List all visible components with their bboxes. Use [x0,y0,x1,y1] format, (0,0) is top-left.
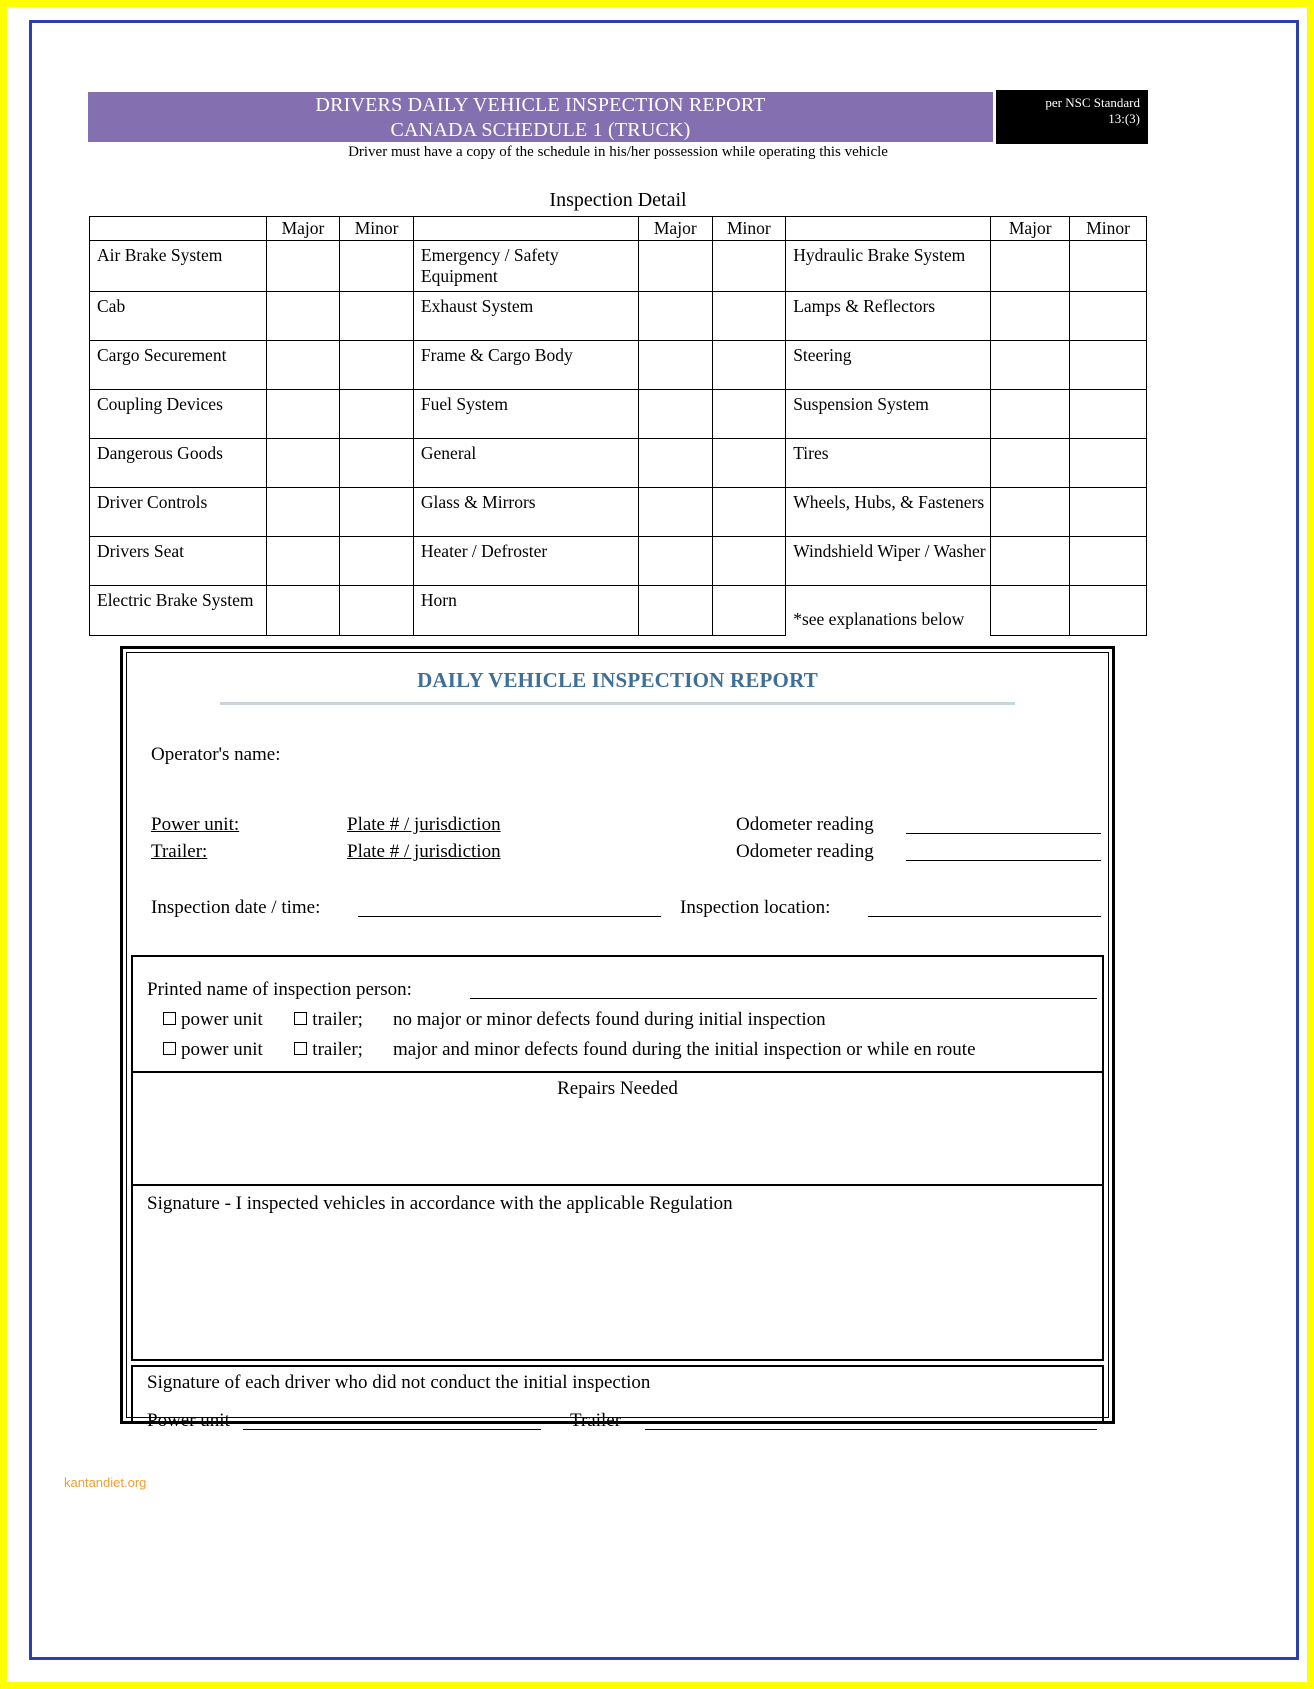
trailer-odometer-label: Odometer reading [736,841,874,862]
document-header [88,92,1148,142]
power-unit-checkbox[interactable] [163,1012,176,1025]
major-checkbox-cell[interactable] [266,586,340,636]
other-drivers-label: Signature of each driver who did not conduct the initial inspection [147,1372,651,1393]
item-label: Cab [90,292,267,341]
repairs-needed-label: Repairs Needed [557,1078,678,1099]
table-row [90,390,1147,439]
identification-section [131,655,1104,955]
item-label: Drivers Seat [90,537,267,586]
item-label: Driver Controls [90,488,267,537]
defect-statement: major and minor defects found during the initial inspection or while en route [393,1039,976,1060]
header-major-3: Major [991,217,1070,241]
major-checkbox-cell[interactable] [638,586,712,636]
major-checkbox-cell[interactable] [991,488,1070,537]
major-checkbox-cell[interactable] [638,341,712,390]
empty-cell [1070,586,1147,636]
checkbox-row-no-defects [133,1009,1102,1039]
power-unit-signature-input[interactable] [243,1412,541,1430]
table-row [90,292,1147,341]
operator-name-field[interactable] [151,744,1104,766]
empty-cell [991,586,1070,636]
item-label: Frame & Cargo Body [413,341,638,390]
major-checkbox-cell[interactable] [266,537,340,586]
trailer-signature-input[interactable] [645,1412,1097,1430]
major-checkbox-cell[interactable] [991,341,1070,390]
inspection-datetime-row [131,897,1104,927]
power-unit-signature-label: Power unit [147,1410,230,1431]
power-unit-odometer-label: Odometer reading [736,814,874,835]
inspection-detail-table [89,216,1147,636]
header-minor-3: Minor [1070,217,1147,241]
nsc-badge-line1: per NSC Standard [1045,95,1140,110]
minor-checkbox-cell[interactable] [712,292,786,341]
minor-checkbox-cell[interactable] [1070,390,1147,439]
major-checkbox-cell[interactable] [266,341,340,390]
major-checkbox-cell[interactable] [266,390,340,439]
power-unit-label: Power unit: [151,814,240,835]
major-checkbox-cell[interactable] [266,439,340,488]
minor-checkbox-cell[interactable] [712,341,786,390]
printed-name-input[interactable] [470,981,1097,999]
item-label: Cargo Securement [90,341,267,390]
minor-checkbox-cell[interactable] [340,439,414,488]
table-row [90,537,1147,586]
power-unit-checkbox[interactable] [163,1042,176,1055]
item-label: Heater / Defroster [413,537,638,586]
item-label: Coupling Devices [90,390,267,439]
table-row [90,241,1147,292]
inspection-location-input[interactable] [868,899,1101,917]
item-label: General [413,439,638,488]
explanations-footnote: *see explanations below [793,609,965,629]
minor-checkbox-cell[interactable] [1070,488,1147,537]
trailer-option-label: trailer; [312,1009,363,1030]
major-checkbox-cell[interactable] [991,390,1070,439]
minor-checkbox-cell[interactable] [1070,241,1147,292]
other-drivers-signature-row [133,1410,1102,1438]
item-label: Electric Brake System [90,586,267,636]
checkbox-row-defects-found [133,1039,1102,1071]
minor-checkbox-cell[interactable] [1070,292,1147,341]
header-major-1: Major [266,217,340,241]
minor-checkbox-cell[interactable] [340,488,414,537]
title-band [88,92,993,142]
minor-checkbox-cell[interactable] [340,241,414,292]
major-checkbox-cell[interactable] [638,241,712,292]
title-divider [220,702,1015,705]
watermark: kantandiet.org [64,1475,147,1490]
minor-checkbox-cell[interactable] [712,586,786,636]
major-checkbox-cell[interactable] [638,390,712,439]
power-unit-odometer-input[interactable] [906,816,1101,834]
major-checkbox-cell[interactable] [266,292,340,341]
item-label: Steering [786,341,991,390]
item-label: Emergency / Safety Equipment [413,241,638,292]
major-checkbox-cell[interactable] [266,241,340,292]
minor-checkbox-cell[interactable] [712,488,786,537]
major-checkbox-cell[interactable] [638,488,712,537]
header-minor-1: Minor [340,217,414,241]
header-minor-2: Minor [712,217,786,241]
trailer-plate-label: Plate # / jurisdiction [347,841,501,862]
inspection-detail-title: Inspection Detail [549,189,687,211]
trailer-checkbox[interactable] [294,1012,307,1025]
power-unit-plate-label: Plate # / jurisdiction [347,814,501,835]
minor-checkbox-cell[interactable] [340,586,414,636]
no-defect-options [163,1009,363,1031]
table-header-row [90,217,1147,241]
major-checkbox-cell[interactable] [638,292,712,341]
inspection-datetime-input[interactable] [358,899,661,917]
dvir-title: DAILY VEHICLE INSPECTION REPORT [417,668,818,692]
power-unit-row [131,814,1104,844]
operator-name-label: Operator's name: [151,744,281,765]
item-label: Hydraulic Brake System [786,241,991,292]
daily-vehicle-inspection-report-box [120,646,1115,1431]
item-label: Wheels, Hubs, & Fasteners [786,488,991,537]
minor-checkbox-cell[interactable] [712,537,786,586]
inspection-location-label: Inspection location: [680,897,831,918]
trailer-checkbox[interactable] [294,1042,307,1055]
minor-checkbox-cell[interactable] [340,390,414,439]
inspection-datetime-label: Inspection date / time: [151,897,321,918]
item-label: Dangerous Goods [90,439,267,488]
repairs-needed-input-area[interactable] [133,1100,1102,1184]
report-inner-border [126,652,1109,1431]
item-label: Horn [413,586,638,636]
page-border [29,20,1299,1660]
item-label: Fuel System [413,390,638,439]
printed-name-label: Printed name of inspection person: [147,979,412,1000]
minor-checkbox-cell[interactable] [712,390,786,439]
major-checkbox-cell[interactable] [638,537,712,586]
item-label: Suspension System [786,390,991,439]
trailer-odometer-input[interactable] [906,843,1101,861]
header-blank-2 [413,217,638,241]
document-sheet [32,23,1296,1657]
item-label: Windshield Wiper / Washer [786,537,991,586]
header-subtitle: Driver must have a copy of the schedule in his/her possession while operating this vehicle [348,144,888,160]
trailer-row [131,841,1104,871]
major-checkbox-cell[interactable] [991,537,1070,586]
power-unit-option-label: power unit [181,1009,263,1030]
no-defect-statement: no major or minor defects found during initial inspection [393,1009,826,1030]
nsc-standard-badge [996,90,1148,144]
header-major-2: Major [638,217,712,241]
nsc-badge-line2: 13:(3) [1108,111,1140,126]
report-title-line2: CANADA SCHEDULE 1 (TRUCK) [390,119,691,141]
major-checkbox-cell[interactable] [991,241,1070,292]
item-label: Air Brake System [90,241,267,292]
other-drivers-section [131,1365,1104,1431]
table-row [90,341,1147,390]
signature-input-area[interactable] [133,1215,1102,1325]
minor-checkbox-cell[interactable] [340,341,414,390]
declaration-section [131,955,1104,1361]
table-row-last [90,586,1147,636]
signature-statement: Signature - I inspected vehicles in accordance with the applicable Regulation [147,1193,733,1214]
table-row [90,488,1147,537]
major-checkbox-cell[interactable] [991,439,1070,488]
item-label: Glass & Mirrors [413,488,638,537]
minor-checkbox-cell[interactable] [340,537,414,586]
item-label: Tires [786,439,991,488]
major-checkbox-cell[interactable] [638,439,712,488]
defect-options [163,1039,363,1061]
minor-checkbox-cell[interactable] [712,439,786,488]
minor-checkbox-cell[interactable] [340,292,414,341]
item-label: Lamps & Reflectors [786,292,991,341]
trailer-label: Trailer: [151,841,208,862]
printed-name-row [133,957,1102,1009]
header-blank-3 [786,217,991,241]
trailer-option-label: trailer; [312,1039,363,1060]
minor-checkbox-cell[interactable] [1070,537,1147,586]
minor-checkbox-cell[interactable] [712,241,786,292]
major-checkbox-cell[interactable] [266,488,340,537]
power-unit-option-label: power unit [181,1039,263,1060]
minor-checkbox-cell[interactable] [1070,341,1147,390]
minor-checkbox-cell[interactable] [1070,439,1147,488]
trailer-signature-label: Trailer [570,1410,622,1431]
item-label: Exhaust System [413,292,638,341]
report-title-line1: DRIVERS DAILY VEHICLE INSPECTION REPORT [315,94,766,116]
table-row [90,439,1147,488]
header-blank-1 [90,217,267,241]
major-checkbox-cell[interactable] [991,292,1070,341]
